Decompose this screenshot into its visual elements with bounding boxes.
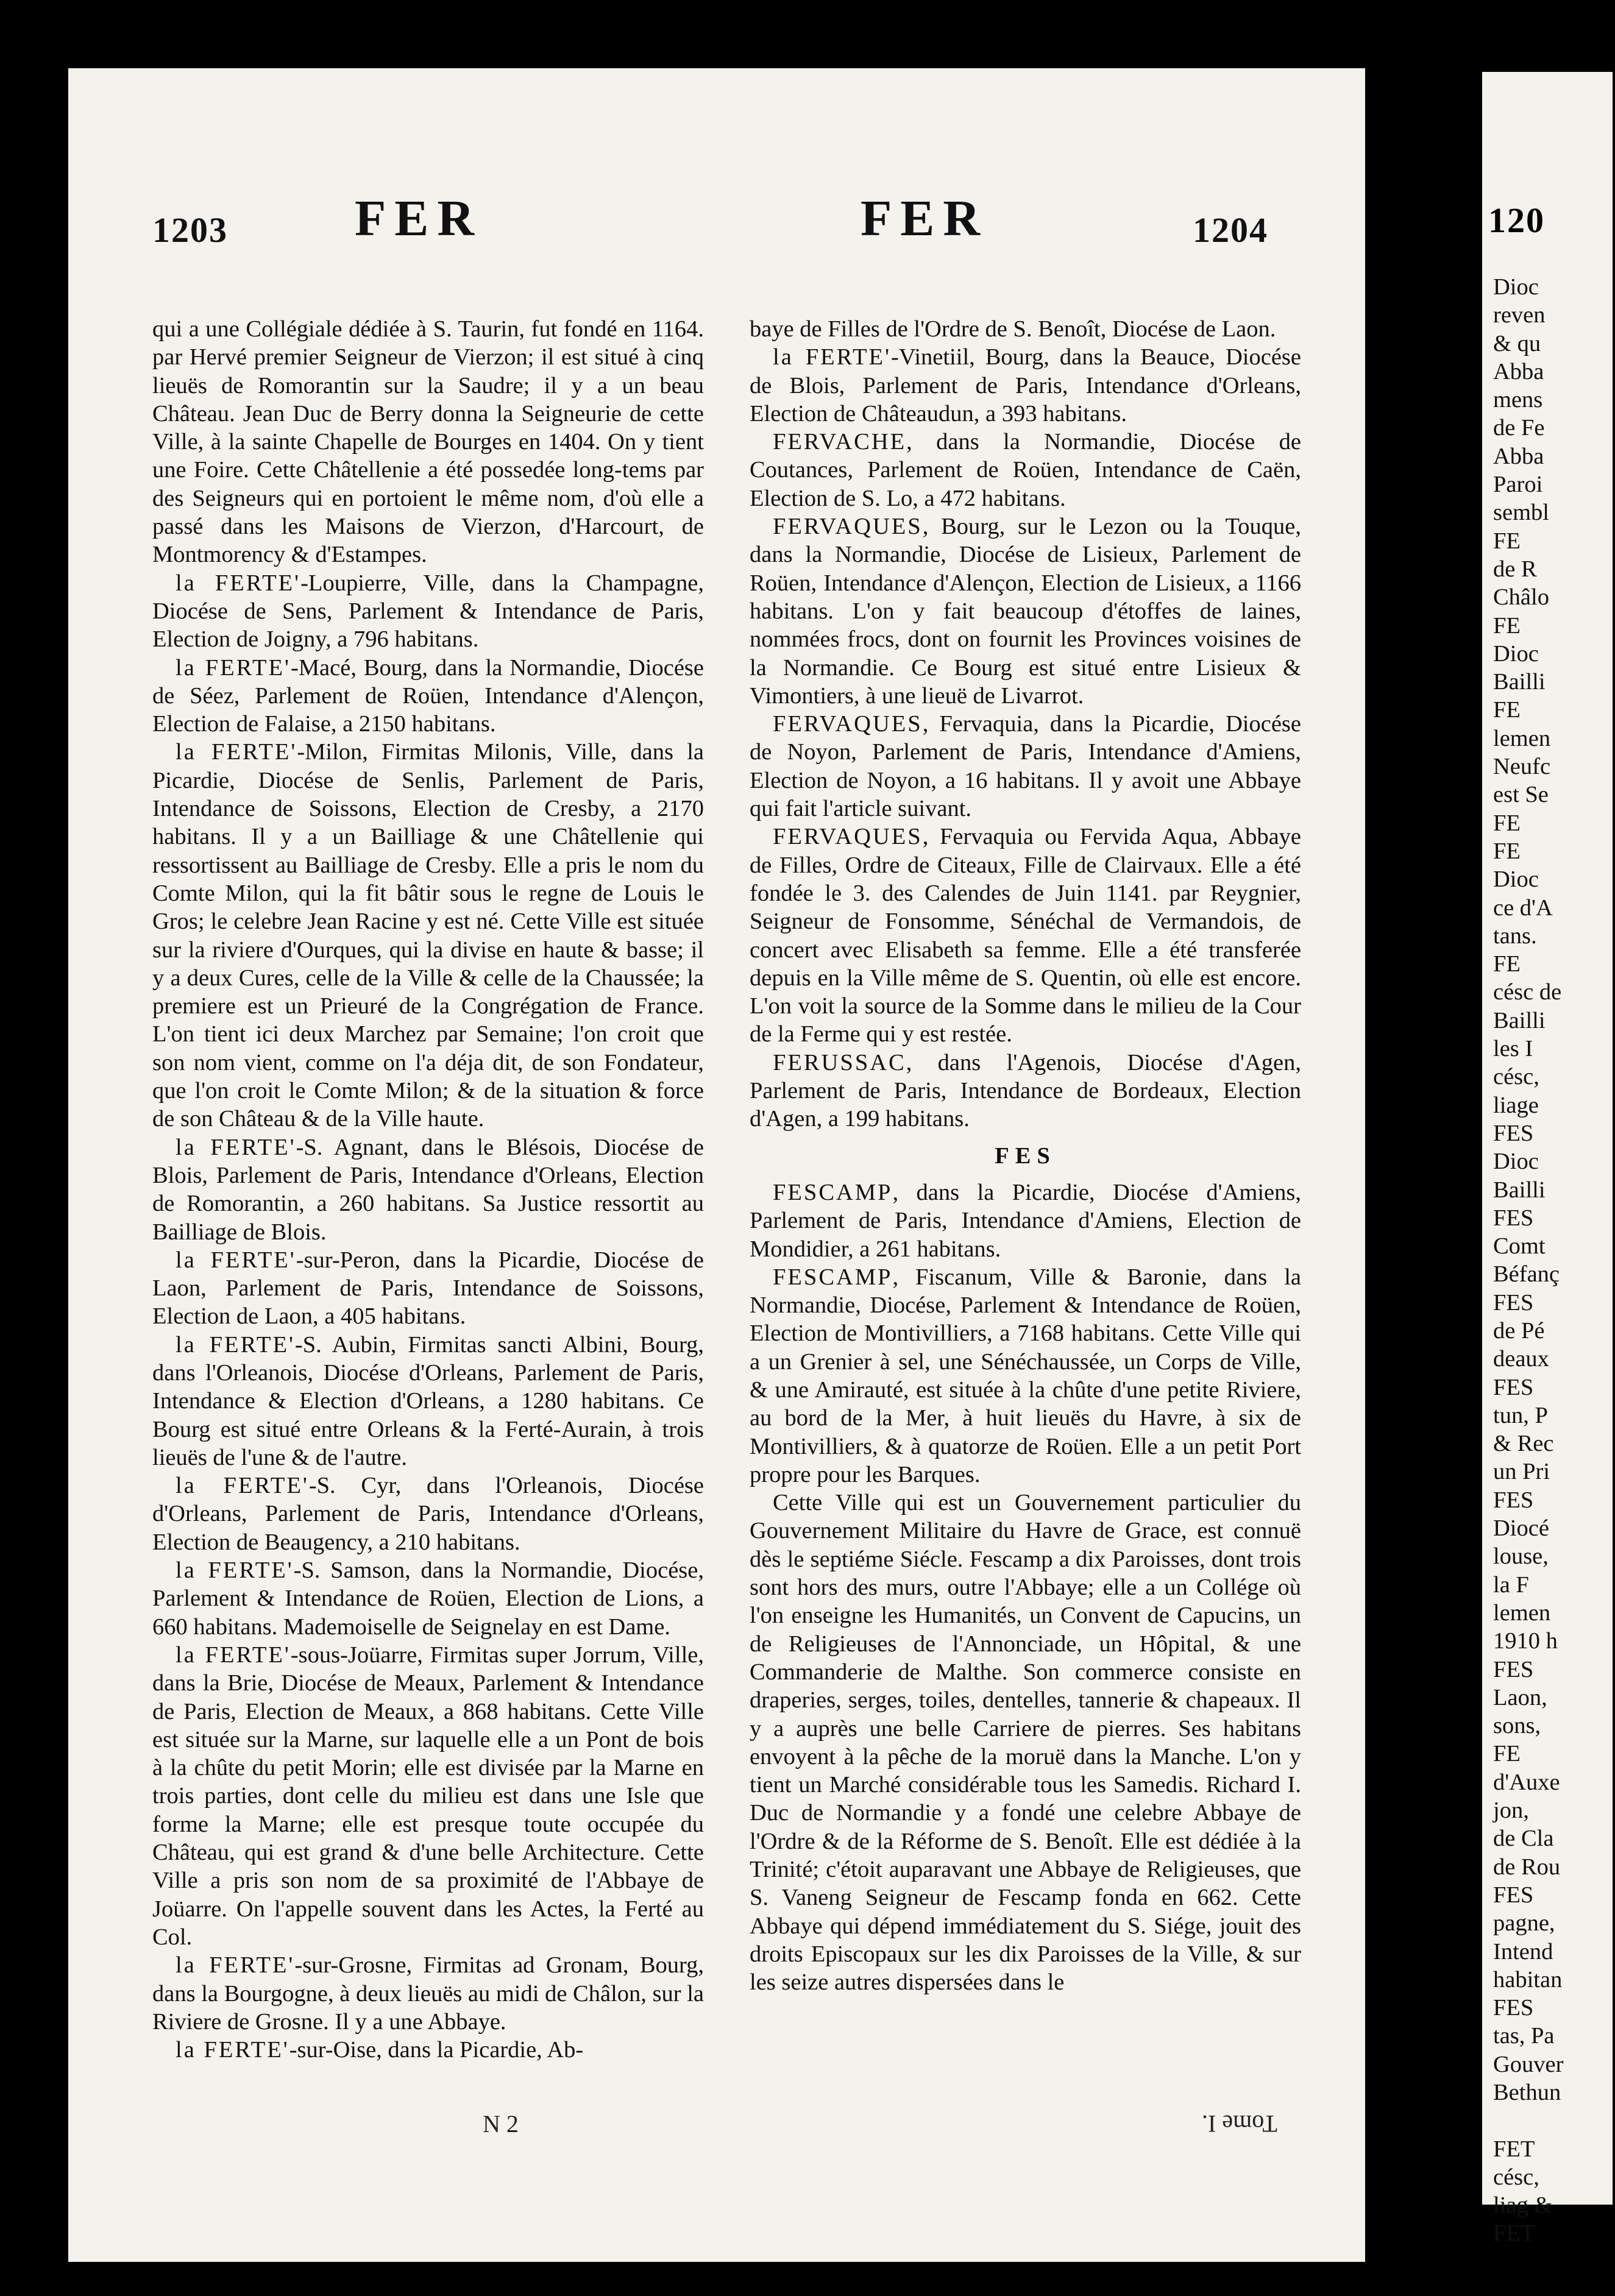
dictionary-entry — [152, 1133, 704, 1246]
entry-text: , Fiscanum, Ville & Baronie, dans la Normandie, Diocése, Parlement & Intendance de Roüen, Election de Montivilliers, a 7168 habitans. Cette Ville qui a un Grenier à sel, une Sénéchaussée, un Corps de Ville, & une Amirauté, est située à la chûte d'une petite Riviere, au bord de la Mer, à huit lieuës du Havre, à six de Montivilliers, & à quatorze de Roüen. Elle a un petit Port propre pour les Barques. — [750, 1264, 1301, 1487]
page-gutter — [1365, 0, 1482, 2296]
adjacent-page-fragment: lemen — [1493, 725, 1551, 751]
adjacent-page-fragment: un Pri — [1493, 1459, 1550, 1485]
adjacent-page-text — [1493, 273, 1615, 2248]
adjacent-page-fragment: Dioc — [1493, 274, 1539, 300]
entry-text: -sur-Peron, dans la Picardie, Diocése de Laon, Parlement de Paris, Intendance de Soissons, Election de Laon, a 405 habitans. — [152, 1247, 705, 1330]
adjacent-page-fragment: FE — [1493, 612, 1521, 639]
page-header — [68, 189, 1365, 262]
entry-headword: la FERTE' — [176, 1247, 296, 1273]
adjacent-page-fragment: Laon, — [1493, 1684, 1547, 1710]
entry-text: Cette Ville qui est un Gouvernement particulier du Gouvernement Militaire du Havre de Grace, est connuë dès le septiéme Siécle. Fescamp a dix Paroisses, dont trois sont hors des murs, outre l'Abbaye; elle a un Collége où l'on enseigne les Humanités, un Convent de Capucins, un de Religieuses de l'Annonciade, un Hôpital, & une Commanderie de Malthe. Son commerce consiste en draperies, serges, toiles, dentelles, tannerie & chapeaux. Il y a auprès une belle Carriere de pierres. Ses habitans envoyent à la pêche de la moruë dans la Manche. L'on y tient un Marché considérable tous les Samedis. Richard I. Duc de Normandie y a fondé une celebre Abbaye de l'Ordre & de la Réforme de S. Benoît. Elle est dédiée à la Trinité; c'étoit auparavant une Abbaye de Religieuses, que S. Vaneng Seigneur de Fescamp fonda en 662. Cette Abbaye qui dépend immédiatement du S. Siége, jouit des droits Episcopaux sur les dix Paroisses de la Ville, & sur les seize autres dispersées dans le — [750, 1490, 1301, 1996]
entry-headword: la FERTE' — [176, 570, 301, 596]
entry-headword: la FERTE' — [176, 1473, 309, 1499]
adjacent-page-fragment: FES — [1493, 1995, 1534, 2021]
entry-headword: FESCAMP — [773, 1264, 893, 1290]
adjacent-page-fragment: FE — [1493, 838, 1521, 864]
adjacent-page-fragment: césc, — [1493, 2164, 1539, 2190]
adjacent-page-fragment: Neufc — [1493, 754, 1551, 780]
entry-headword: FERVAQUES — [773, 824, 923, 850]
adjacent-page-fragment: de Cla — [1493, 1826, 1554, 1852]
adjacent-page-fragment: FE — [1493, 951, 1521, 977]
adjacent-page-fragment: Bethun — [1493, 2080, 1561, 2105]
dictionary-entry — [152, 569, 704, 654]
adjacent-page-fragment: Dioc — [1493, 866, 1539, 893]
adjacent-page-fragment: FES — [1493, 1120, 1534, 1146]
adjacent-page-fragment: tans. — [1493, 923, 1537, 949]
right-page-number: 1204 — [1193, 210, 1268, 250]
dictionary-entry — [152, 1951, 704, 2036]
dictionary-entry — [750, 343, 1301, 428]
dictionary-entry — [152, 1331, 704, 1472]
adjacent-page-fragment: est Se — [1493, 782, 1549, 808]
adjacent-page-fragment: Bailli — [1493, 669, 1546, 695]
adjacent-page-fragment: FE — [1493, 528, 1521, 554]
dictionary-entry — [750, 1178, 1301, 1263]
adjacent-page-fragment: FE — [1493, 697, 1521, 723]
adjacent-page-fragment: de Pé — [1493, 1317, 1545, 1344]
dictionary-entry — [750, 512, 1301, 710]
entry-headword: la FERTE' — [176, 1642, 291, 1668]
adjacent-page-fragment: liage — [1493, 1092, 1539, 1118]
entry-text: , Bourg, sur le Lezon ou la Touque, dans la Normandie, Diocése de Lisieux, Parlement de Roüen, Intendance d'Alençon, Election de Lisieux, a 1166 habitans. L'on y fait beaucoup d'étoffes de laines, nommées frocs, dont on fournit les Provinces voisines de la Normandie. Ce Bourg est situé entre Lisieux & Vimontiers, à une lieuë de Livarrot. — [750, 514, 1301, 709]
adjacent-page-fragment: de Fe — [1493, 415, 1545, 441]
adjacent-page-fragment: pagne, — [1493, 1910, 1555, 1936]
entry-text: -Milon, Firmitas Milonis, Ville, dans la Picardie, Diocése de Senlis, Parlement de Paris, Intendance de Soissons, Election de Cresby, a 2170 habitans. Il y a un Bailliage & une Châtellenie qui ressortissent au Bailliage de Cresby. Elle a pris le nom du Comte Milon, qui la fit bâtir sous le regne de Louis le Gros; le celebre Jean Racine y est né. Cette Ville est située sur la riviere d'Ourques, qui la divise en haute & basse; il y a deux Cures, celle de la Ville & celle de la Chaussée; la premiere est un Prieuré de la Congrégation de France. L'on tient ici deux Marchez par Semaine; l'on croit que son nom vient, comme on l'a déja dit, de son Fondateur, que l'on croit le Comte Milon; & de la situation & force de son Château & de la Ville haute. — [152, 739, 704, 1132]
dictionary-entry — [152, 654, 704, 739]
dictionary-entry — [750, 428, 1301, 512]
adjacent-page-fragment: Dioc — [1493, 640, 1539, 667]
entry-text: -S. Aubin, Firmitas sancti Albini, Bourg, dans l'Orleanois, Diocése d'Orleans, Parlement de Paris, Intendance & Election d'Orleans, a 1280 habitans. Ce Bourg est situé entre Orleans & la Ferté-Aurain, à trois lieuës de l'une & de l'autre. — [152, 1331, 704, 1470]
adjacent-page-fragment: Comt — [1493, 1233, 1546, 1260]
adjacent-page-fragment: Dioc — [1493, 1149, 1539, 1175]
adjacent-page-fragment: sons, — [1493, 1713, 1541, 1739]
adjacent-page-fragment: FES — [1493, 1205, 1534, 1231]
dictionary-entry — [152, 315, 704, 569]
adjacent-page-fragment: mens — [1493, 387, 1543, 413]
adjacent-page-fragment: Abba — [1493, 443, 1544, 469]
adjacent-page-fragment: FE — [1493, 810, 1521, 836]
adjacent-page-fragment: d'Auxe — [1493, 1769, 1560, 1795]
adjacent-page-fragment: de R — [1493, 556, 1537, 582]
entry-text: -Loupierre, Ville, dans la Champagne, Diocése de Sens, Parlement & Intendance de Paris, Election de Joigny, a 796 habitans. — [152, 570, 704, 653]
entry-text: -sur-Grosne, Firmitas ad Gronam, Bourg, dans la Bourgogne, à deux lieuës au midi de Châlon, sur la Riviere de Grosne. Il y a une Abbaye. — [152, 1952, 704, 2035]
adjacent-page-fragment: Gouver — [1493, 2051, 1564, 2077]
adjacent-page-fragment: habitan — [1493, 1966, 1563, 1993]
entry-headword: la FERTE' — [176, 2037, 289, 2063]
adjacent-page-fragment: Béfanç — [1493, 1261, 1560, 1288]
adjacent-page-fragment: Bailli — [1493, 1177, 1546, 1203]
adjacent-page-fragment: FES — [1493, 1487, 1534, 1513]
entry-headword: la FERTE' — [176, 1331, 295, 1358]
left-signature: N 2 — [483, 2110, 519, 2138]
adjacent-page-fragment: & Rec — [1493, 1431, 1554, 1457]
dictionary-entry — [750, 823, 1301, 1048]
entry-text: -sur-Oise, dans la Picardie, Ab- — [289, 2037, 584, 2063]
adjacent-page-fragment: reven — [1493, 302, 1546, 328]
adjacent-page-fragment: Châlo — [1493, 584, 1549, 611]
adjacent-page-fragment: ce d'A — [1493, 895, 1553, 921]
dictionary-entry — [152, 1246, 704, 1331]
entry-text: baye de Filles de l'Ordre de S. Benoît, Diocése de Laon. — [750, 316, 1276, 342]
left-page-number: 1203 — [152, 210, 228, 250]
dictionary-page — [68, 68, 1365, 2262]
entry-headword: la FERTE' — [176, 1952, 295, 1979]
entry-headword: FESCAMP — [773, 1179, 893, 1205]
dictionary-entry — [750, 1489, 1301, 1996]
adjacent-page-fragment: sembl — [1493, 500, 1549, 526]
dictionary-entry — [152, 738, 704, 1133]
left-running-head: FER — [355, 190, 483, 247]
adjacent-page-fragment: Intend — [1493, 1938, 1553, 1965]
entry-text: -S. Agnant, dans le Blésois, Diocése de Blois, Parlement de Paris, Intendance d'Orleans, Election de Romorantin, a 260 habitans. Sa Justice ressortit au Bailliage de Blois. — [152, 1134, 704, 1245]
adjacent-page-fragment: FE — [1493, 1741, 1521, 1767]
dictionary-entry — [750, 315, 1301, 343]
dictionary-entry — [750, 1049, 1301, 1133]
entry-headword: FERVAQUES — [773, 711, 923, 737]
right-running-head: FER — [861, 190, 989, 247]
adjacent-page-fragment: FET — [1493, 2136, 1535, 2162]
adjacent-page-fragment: tun, P — [1493, 1402, 1548, 1428]
adjacent-page-fragment: les I — [1493, 1036, 1533, 1062]
entry-headword: la FERTE' — [176, 739, 297, 765]
adjacent-page-fragment: tas, Pa — [1493, 2023, 1555, 2049]
entry-text: -S. Samson, dans la Normandie, Diocése, Parlement & Intendance de Roüen, Election de Lions, a 660 habitans. Mademoiselle de Seignelay en est Dame. — [152, 1557, 704, 1640]
right-signature: Tome I. — [1202, 2110, 1277, 2138]
next-page-number: 120 — [1488, 200, 1545, 240]
entry-headword: FERVACHE — [773, 429, 907, 455]
entry-headword: la FERTE' — [773, 344, 892, 370]
adjacent-page-fragment: FET — [1493, 2220, 1535, 2247]
adjacent-page-fragment: 1910 h — [1493, 1628, 1558, 1654]
adjacent-page-fragment: césc de — [1493, 979, 1562, 1005]
entry-headword: FERVAQUES — [773, 514, 923, 540]
adjacent-page-fragment: FES — [1493, 1289, 1534, 1316]
left-text-column — [152, 315, 704, 2064]
adjacent-page-fragment: liag & — [1493, 2192, 1553, 2219]
entry-text: -S. Cyr, dans l'Orleanois, Diocése d'Orleans, Parlement de Paris, Intendance d'Orleans, Election de Beaugency, a 210 habitans. — [152, 1473, 704, 1555]
right-text-column — [750, 315, 1301, 1997]
entry-text: , dans la Picardie, Diocése d'Amiens, Parlement de Paris, Intendance d'Amiens, Election de Mondidier, a 261 habitans. — [750, 1179, 1301, 1262]
adjacent-page-fragment: césc, — [1493, 1064, 1539, 1090]
adjacent-page-fragment: Abba — [1493, 358, 1544, 384]
adjacent-page-edge — [1482, 72, 1613, 2247]
adjacent-page-fragment: lemen — [1493, 1600, 1551, 1626]
adjacent-page-fragment: FES — [1493, 1374, 1534, 1400]
dictionary-entry — [152, 1641, 704, 1951]
adjacent-page-fragment: FES — [1493, 1882, 1534, 1908]
entry-text: , Fervaquia ou Fervida Aqua, Abbaye de Filles, Ordre de Citeaux, Fille de Clairvaux. Elle a été fondée le 3. des Calendes de Juin 1141. par Reygnier, Seigneur de Fonsomme, Sénéchal de Vermandois, de concert avec Elisabeth sa femme. Elle a été transferée depuis en la Ville même de S. Quentin, où elle est encore. L'on voit la source de la Somme dans le milieu de la Cour de la Ferme qui y est restée. — [750, 824, 1301, 1047]
adjacent-page-fragment: deaux — [1493, 1346, 1549, 1372]
dictionary-entry — [750, 1263, 1301, 1489]
entry-text: -Vinetiil, Bourg, dans la Beauce, Diocése de Blois, Parlement de Paris, Intendance d'Orleans, Election de Châteaudun, a 393 habitans. — [750, 344, 1301, 427]
section-heading: FES — [995, 1143, 1056, 1169]
entry-headword: FERUSSAC — [773, 1049, 906, 1075]
entry-text: qui a une Collégiale dédiée à S. Taurin, fut fondé en 1164. par Hervé premier Seigneur de Vierzon; il est situé à cinq lieuës de Romorantin sur la Saudre; il y a un beau Château. Jean Duc de Berry donna la Seigneurie de cette Ville, à la sainte Chapelle de Bourges en 1404. On y tient une Foire. Cette Châtellenie a été possedée long-tems par des Seigneurs qui en portoient le même nom, d'où elle a passé dans les Maisons de Vierzon, d'Harcourt, de Montmorency & d'Estampes. — [152, 316, 704, 568]
dictionary-entry — [152, 1556, 704, 1641]
adjacent-page-fragment: la F — [1493, 1571, 1529, 1598]
entry-text: , Fervaquia, dans la Picardie, Diocése de Noyon, Parlement de Paris, Intendance d'Amiens, Election de Noyon, a 16 habitans. Il y avoit une Abbaye qui fait l'article suivant. — [750, 711, 1301, 822]
entry-headword: la FERTE' — [176, 1134, 296, 1160]
entry-headword: la FERTE' — [176, 1557, 294, 1584]
adjacent-page-fragment: de Rou — [1493, 1854, 1561, 1880]
adjacent-page-fragment: Diocé — [1493, 1515, 1549, 1542]
entry-text: -Macé, Bourg, dans la Normandie, Diocése de Séez, Parlement de Roüen, Intendance d'Alençon, Election de Falaise, a 2150 habitans. — [152, 654, 704, 737]
adjacent-page-fragment: & qu — [1493, 330, 1541, 356]
dictionary-entry — [750, 710, 1301, 823]
adjacent-page-fragment: Bailli — [1493, 1007, 1546, 1033]
entry-text: , dans la Normandie, Diocése de Coutances, Parlement de Roüen, Intendance de Caën, Election de S. Lo, a 472 habitans. — [750, 429, 1301, 511]
dictionary-entry — [152, 2036, 704, 2064]
adjacent-page-fragment: Paroi — [1493, 472, 1543, 498]
entry-headword: la FERTE' — [176, 654, 291, 681]
dictionary-entry — [152, 1472, 704, 1556]
entry-text: , dans l'Agenois, Diocése d'Agen, Parlement de Paris, Intendance de Bordeaux, Election d'Agen, a 199 habitans. — [750, 1049, 1301, 1132]
adjacent-page-fragment: jon, — [1493, 1798, 1529, 1824]
entry-text: -sous-Joüarre, Firmitas super Jorrum, Ville, dans la Brie, Diocése de Meaux, Parlement & Intendance de Paris, Election de Meaux, a 868 habitans. Cette Ville est située sur la Marne, sur laquelle elle a un Pont de bois à la chûte du petit Morin; elle est divisée par la Marne en trois parties, dont celle du milieu est dans une Isle que forme la Marne; elle est presque toute occupée du Château, qui est grand & d'une belle Architecture. Cette Ville a pris son nom de sa proximité de l'Abbaye de Joüarre. On l'appelle souvent dans les Actes, la Ferté au Col. — [152, 1642, 704, 1950]
adjacent-page-fragment: FES — [1493, 1656, 1534, 1682]
adjacent-page-fragment: louse, — [1493, 1543, 1549, 1570]
adjacent-page-fragment — [1493, 2106, 1615, 2135]
